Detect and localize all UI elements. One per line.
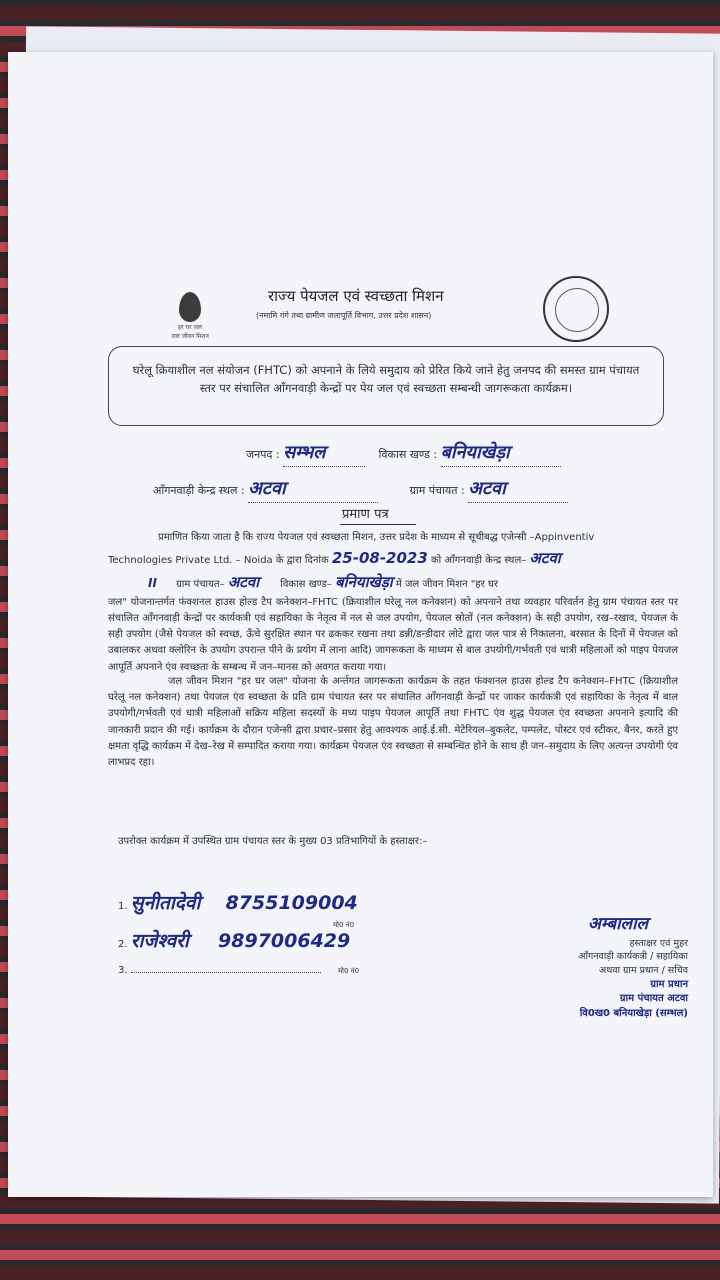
janpad-value: सम्भल — [283, 442, 326, 463]
mobile-label-3: मो0 नं0 — [338, 967, 360, 975]
para1-body: जल" योजनान्तर्गत फंक्शनल हाउस होल्ड टैप कनेक्शन–FHTC (क्रियाशील घरेलू नल कनेक्शन) को अपनाने तथा व्यवहार परिवर्तन हेतु ग्राम पंचायत स्तर पर संचालित आँगनवाड़ी केन्द्रों पर कार्यकत्री एवं सहायिका के नेतृत्व में नल से जल उपयोग, पेयजल स्रोतों (नल कनेक्शन) के सही उपयोग, रख–रखाव, पेयजल के सही उपयोग (जैसे पेयजल को स्वच्छ, ऊँचे सुरक्षित स्थान पर ढककर रखना तथा डन्नी/डन्डीदार लोटे द्वारा जल पात्र से निकालना, बरसात के दिनों में पेयजल को उबालकर अथवा क्लोरिन के उपयोग उपरान्त पीने के प्रयोग में लाना आदि) जागरूकता के माध्यम से बाल उपयोगी/गर्भवती एवं धात्री महिलाओं को पाइप पेयजल आपूर्ति अपनाने एंव स्वच्छता के सम्बन्ध में जन–मानस को अवगत कराया गया। — [108, 596, 678, 673]
janpad-label: जनपद : — [246, 448, 280, 461]
para1-line1: प्रमाणित किया जाता है कि राज्य पेयजल एवं स्वच्छता मिशन, उत्तर प्रदेश के माध्यम से सूचीबद्ध एजेन्सी –Appinventiv — [158, 532, 595, 543]
logo-subtext: जल जीवन मिशन — [171, 332, 209, 340]
heading-underline — [340, 524, 416, 525]
sign-label-3: अथवा ग्राम प्रधान / सचिव — [598, 965, 688, 977]
har-ghar-jal-logo — [160, 292, 220, 341]
mobile-label-1: मो0 नं0 — [333, 921, 355, 929]
event-date: 25-08-2023 — [331, 549, 428, 568]
vikas-khand-value: बनियाखेड़ा — [440, 442, 510, 463]
signatory-2: 2. राजेश्वरी 9897006429 — [118, 930, 351, 952]
stamp-line-1: ग्राम प्रधान — [650, 978, 688, 990]
document-sheet — [8, 52, 713, 1197]
para1-line2: Technologies Private Ltd. – Noida के द्वारा दिनांक 25-08-2023 को आँगनवाड़ी केन्द्र स्थल– अटवा — [108, 549, 561, 568]
anganwadi-row — [153, 476, 568, 503]
signatories-intro: उपरोक्त कार्यक्रम में उपस्थित ग्राम पंचायत स्तर के मुख्य 03 प्रतिभागियों के हस्ताक्षर:– — [118, 836, 428, 847]
sign-label-2: आँगनवाड़ी कार्यकत्री / सहायिका — [578, 951, 688, 963]
anganwadi-value: अटवा — [248, 478, 286, 499]
signatory-1-phone: 8755109004 — [225, 892, 358, 914]
signatory-1-name: सुनीतादेवी — [130, 892, 201, 914]
signatory-1: 1. सुनीतादेवी 8755109004 — [118, 892, 358, 914]
sign-label-1: हस्ताक्षर एवं मुहर — [629, 937, 688, 949]
anganwadi-signature-block — [478, 912, 688, 1021]
emblem-icon — [555, 288, 599, 332]
logo-text: हर घर जल — [178, 324, 202, 331]
signatory-2-name: राजेश्वरी — [130, 930, 189, 952]
up-govt-seal — [543, 276, 609, 342]
vikas-khand-label: विकास खण्ड : — [378, 448, 438, 461]
certificate-paragraph-1 — [108, 530, 678, 676]
water-drop-icon — [179, 292, 201, 322]
page-subtitle: (नमामि गंगे तथा ग्रामीण जलापूर्ति विभाग, उत्तर प्रदेश शासन) — [256, 311, 432, 320]
stamp-line-2: ग्राम पंचायत अटवा — [619, 993, 688, 1005]
signatory-3: 3. — [118, 964, 321, 979]
programme-title-box: घरेलू क्रियाशील नल संयोजन (FHTC) को अपनाने के लिये समुदाय को प्रेरित किये जाने हेतु जनपद की समस्त ग्राम पंचायत स्तर पर संचालित आँगनवाड़ी केन्द्रों पर पेय जल एवं स्वच्छता सम्बन्धी जागरूकता कार्यक्रम। — [108, 346, 664, 426]
gram-panchayat-value: अटवा — [468, 478, 506, 499]
anganwadi-signature: अम्बालाल — [587, 914, 648, 934]
anganwadi-label: आँगनवाड़ी केन्द्र स्थल : — [153, 484, 245, 497]
stamp-line-3: वि0ख0 बनियाखेड़ा (सम्भल) — [579, 1007, 688, 1019]
certificate-heading: प्रमाण पत्र — [342, 507, 389, 522]
certificate-paragraph-2: जल जीवन मिशन "हर घर जल" योजना के अर्न्तगत जागरूकता कार्यक्रम के तहत फंक्शनल हाउस होल्ड टैप कनेक्शन–FHTC (क्रियाशील घरेलू नल कनेक्शन) तथा पेयजल एंव स्वच्छता के प्रति ग्राम पंचायत स्तर पर संचालित आँगनवाड़ी केन्द्रों पर जाकर कार्यकत्री एवं सहायिका के नेतृत्व में बाल उपयोगी/गर्भवती एवं धात्री महिलाओं सक्रिय महिला सदस्यों के मध्य पाइप पेयजल आपूर्ति तथा FHTC एंव शुद्ध पेयजल एंव स्वच्छता अपनाने इत्यादि की जानकारी प्रदान की गई। कार्यक्रम के दौरान एजेन्सी द्वारा प्रचार–प्रसार हेतु आवश्यक आई.ई.सी. मेटेरियल–बुकलेट, पम्पलेट, पोस्टर एवं स्टीकर, बैनर, करते हुए क्षमता वृद्धि कार्यक्रम में देख–रेख में सम्पादित कराया गया। कार्यक्रम पेयजल एंव स्वच्छता से सम्बन्धित होने के साथ ही जन–समुदाय के लिए अत्यन्त उपयोगी एंव लाभप्रद रहा। — [108, 676, 678, 768]
signatory-2-phone: 9897006429 — [218, 930, 351, 952]
page-title: राज्य पेयजल एवं स्वच्छता मिशन — [268, 287, 444, 305]
gram-panchayat-label: ग्राम पंचायत : — [409, 484, 465, 497]
signatory-3-name — [131, 972, 321, 973]
janpad-row — [246, 440, 561, 467]
para1-line3: II ग्राम पंचायत– अटवा विकास खण्ड– बनियाखेड़ा में जल जीवन मिशन "हर घर — [148, 573, 498, 592]
